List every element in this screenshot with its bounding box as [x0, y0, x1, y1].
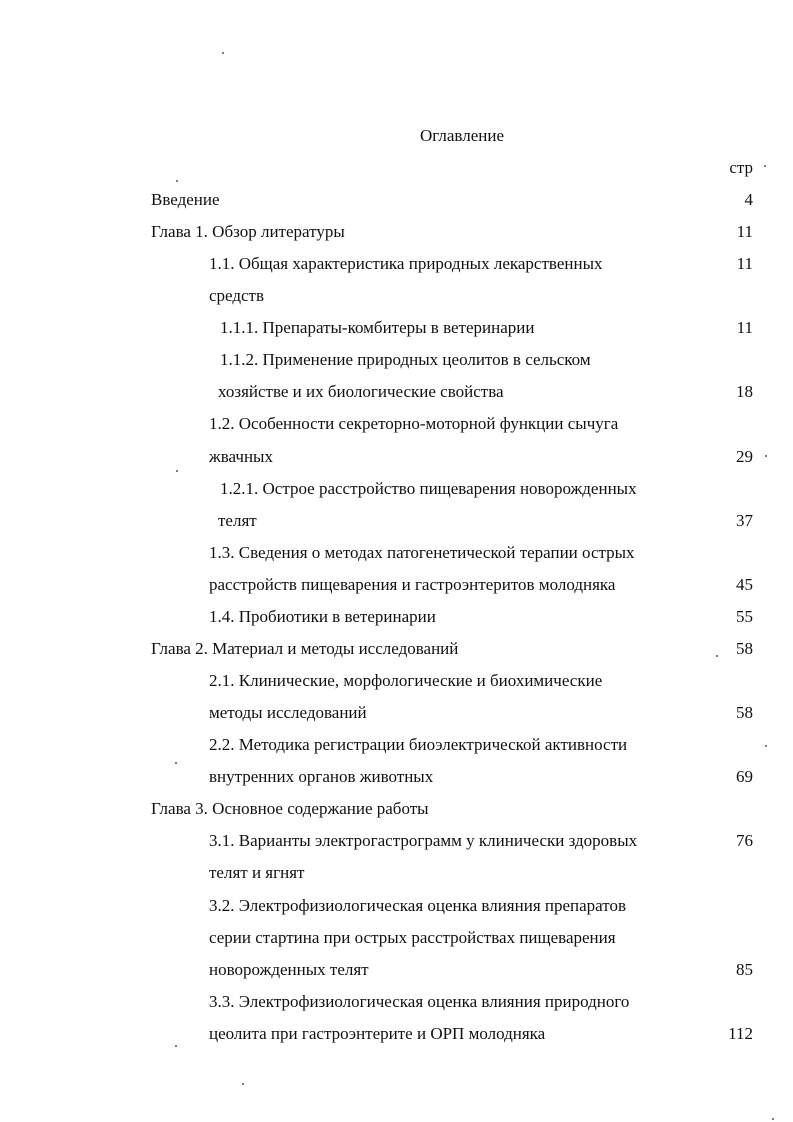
- toc-entry-text: 2.1. Клинические, морфологические и биохимические: [209, 671, 603, 690]
- toc-entry-text: расстройств пищеварения и гастроэнтеритов молодняка: [209, 575, 616, 594]
- toc-entry-text: телят: [218, 511, 257, 530]
- toc-entry-text: 1.3. Сведения о методах патогенетической терапии острых: [209, 543, 635, 562]
- toc-entry-page: 11: [736, 254, 753, 273]
- toc-entry-page: 18: [736, 382, 753, 401]
- scan-speck: [175, 762, 177, 764]
- scan-speck: [176, 470, 178, 472]
- scan-speck: [716, 655, 718, 657]
- scan-speck: [772, 1118, 774, 1120]
- toc-entry-page: 11: [736, 222, 753, 241]
- toc-entry-text: методы исследований: [209, 703, 367, 722]
- toc-entry-text: серии стартина при острых расстройствах пищеварения: [209, 928, 616, 947]
- toc-entry-text: жвачных: [209, 447, 273, 466]
- toc-entry-page: 29: [736, 447, 753, 466]
- toc-entry-page: 112: [728, 1024, 753, 1043]
- toc-entry-text: 3.3. Электрофизиологическая оценка влияния природного: [209, 992, 630, 1011]
- toc-entry-page: 85: [736, 960, 753, 979]
- scan-speck: [242, 1083, 244, 1085]
- scan-speck: [764, 165, 766, 167]
- toc-entry-page: 11: [736, 318, 753, 337]
- toc-entry-text: хозяйстве и их биологические свойства: [218, 382, 504, 401]
- toc-entry-text: новорожденных телят: [209, 960, 369, 979]
- scan-speck: [222, 52, 224, 54]
- toc-entry-text: Глава 1. Обзор литературы: [151, 222, 345, 241]
- toc-entry-page: 58: [736, 639, 753, 658]
- scan-speck: [765, 745, 767, 747]
- toc-entry-text: средств: [209, 286, 265, 305]
- toc-entry-text: 1.1.1. Препараты-комбитеры в ветеринарии: [220, 318, 535, 337]
- toc-entry-text: 1.2.1. Острое расстройство пищеварения новорожденных: [220, 479, 637, 498]
- toc-title: Оглавление: [420, 126, 504, 145]
- toc-entry-text: телят и ягнят: [209, 863, 305, 882]
- toc-entry-text: Глава 2. Материал и методы исследований: [151, 639, 459, 658]
- toc-entry-page: 58: [736, 703, 753, 722]
- toc-entry-page: 37: [736, 511, 753, 530]
- page-column-label: стр: [729, 158, 753, 177]
- toc-entry-page: 76: [736, 831, 753, 850]
- toc-entry-text: 1.2. Особенности секреторно-моторной функции сычуга: [209, 414, 619, 433]
- toc-entry-text: 2.2. Методика регистрации биоэлектрической активности: [209, 735, 628, 754]
- toc-entry-text: Глава 3. Основное содержание работы: [151, 799, 429, 818]
- toc-entry-text: 3.1. Варианты электрогастрограмм у клинически здоровых: [209, 831, 638, 850]
- toc-entry-text: 1.4. Пробиотики в ветеринарии: [209, 607, 436, 626]
- toc-entry-page: 45: [736, 575, 753, 594]
- scan-speck: [176, 180, 178, 182]
- scan-speck: [765, 455, 767, 457]
- toc-entry-page: 4: [744, 190, 753, 209]
- scan-speck: [175, 1045, 177, 1047]
- toc-entry-page: 55: [736, 607, 753, 626]
- toc-entry-page: 69: [736, 767, 753, 786]
- toc-entry-text: Введение: [151, 190, 220, 209]
- toc-entry-text: цеолита при гастроэнтерите и ОРП молодняка: [209, 1024, 546, 1043]
- toc-entry-text: внутренних органов животных: [209, 767, 434, 786]
- toc-entry-text: 3.2. Электрофизиологическая оценка влияния препаратов: [209, 896, 627, 915]
- toc-entry-text: 1.1. Общая характеристика природных лекарственных: [209, 254, 603, 273]
- toc-entry-text: 1.1.2. Применение природных цеолитов в сельском: [220, 350, 591, 369]
